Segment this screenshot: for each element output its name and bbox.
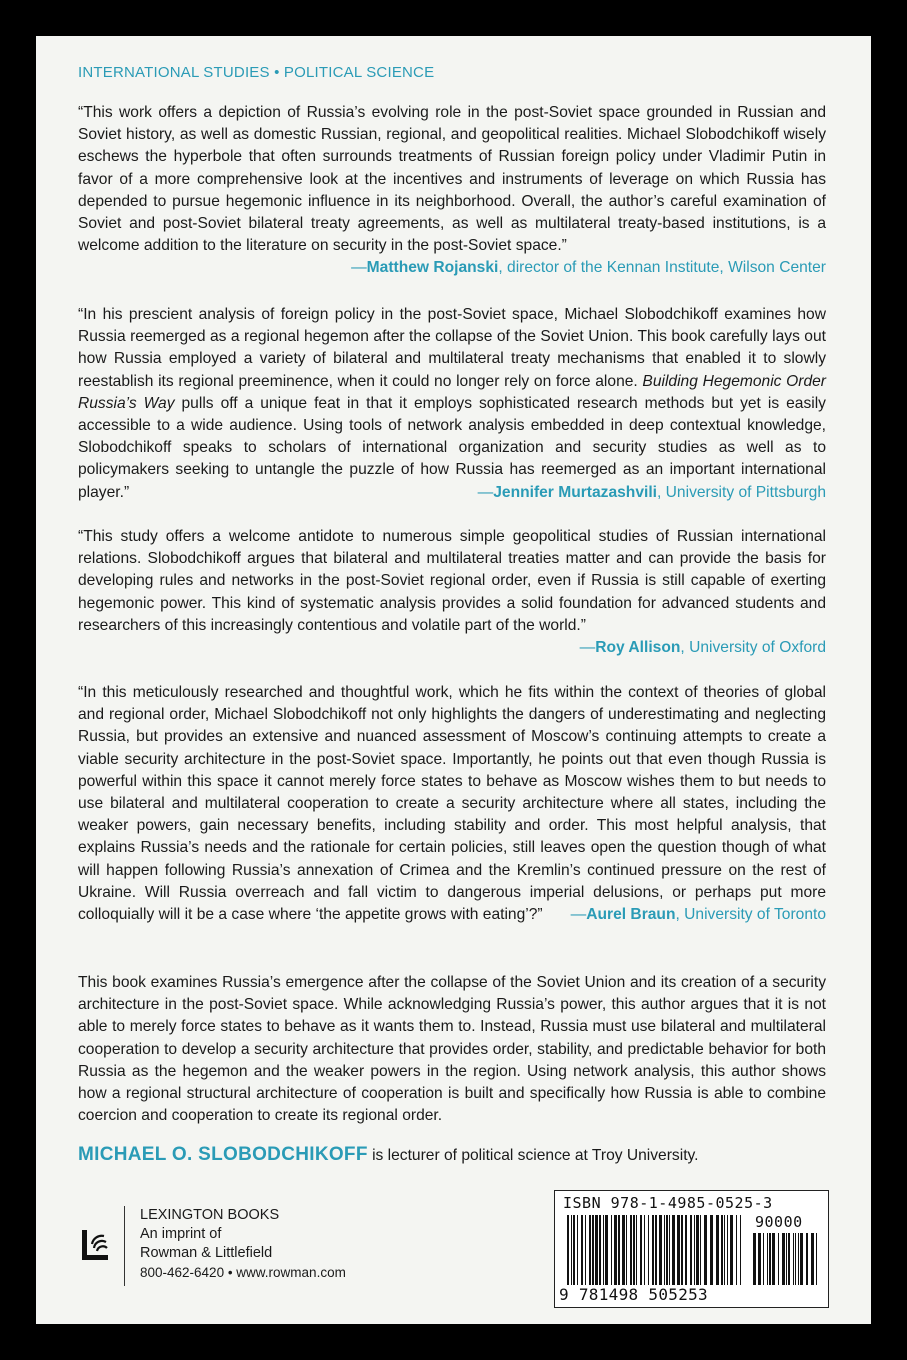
author-bio-text: is lecturer of political science at Troy University.: [367, 1147, 699, 1164]
publisher-name: LEXINGTON BOOKS: [140, 1207, 280, 1223]
reviewer-name: Matthew Rojanski: [366, 259, 499, 277]
barcode-addon-bars-icon: [753, 1233, 817, 1285]
book-title: Building Hegemonic Order Russia’s Way: [78, 372, 826, 412]
review-1-attribution: —Matthew Rojanski, director of the Kennan Institute, Wilson Center: [351, 259, 826, 277]
review-4-attribution: —Aurel Braun, University of Toronto: [570, 906, 826, 924]
barcode-digits: 9 781498 505253: [559, 1285, 708, 1304]
review-3: [78, 526, 826, 659]
reviewer-name: Aurel Braun: [586, 906, 676, 924]
lexington-logo-icon: [78, 1226, 114, 1266]
review-3-text: “This study offers a welcome antidote to numerous simple geopolitical studies of Russian international relations. Slobodchikoff argues that bilateral and multilateral treaties matter and can provide the basis for developing rules and networks in the post-Soviet regional order, even if Russia is still capable of exerting hegemonic power. This kind of systematic analysis provides a solid foundation for advanced students and researchers of this increasingly contentious and volatile part of the world.”: [78, 528, 826, 634]
category-label: INTERNATIONAL STUDIES • POLITICAL SCIENCE: [78, 64, 435, 81]
reviewer-name: Roy Allison: [595, 639, 681, 657]
barcode-bars-icon: [567, 1215, 743, 1285]
review-1-text: “This work offers a depiction of Russia’s evolving role in the post-Soviet space grounded in Russian and Soviet history, as well as domestic Russian, regional, and geopolitical realities. Michael Slobodchikoff wisely eschews the hyperbole that often surrounds treatments of Russian foreign policy under Vladimir Putin in favor of a more comprehensive look at the incentives and instruments of leverage on which Russia has depended to pursue hegemonic influence in its neighborhood. Overall, the author’s careful examination of Soviet and post-Soviet bilateral treaty agreements, as well as multilateral treaty-based institutions, is a welcome addition to the literature on security in the post-Soviet space.”: [78, 104, 826, 255]
publisher-parent: Rowman & Littlefield: [140, 1245, 273, 1261]
author-bio: [78, 1144, 699, 1166]
price-code: 90000: [755, 1213, 803, 1231]
review-4-text: “In this meticulously researched and thoughtful work, which he fits within the context of theories of global and regional order, Michael Slobodchikoff not only highlights the dangers of underestimating and neglecting Russia, but provides an extensive and nuanced assessment of Moscow’s continuing attempts to create a viable security architecture in the post-Soviet space. Importantly, he points out that even though Russia is powerful within this space it cannot merely force states to behave as Moscow wishes them to but needs to use bilateral and multilateral cooperation to create a security architecture where all states, including the weaker powers, gain necessary benefits, including stability and order. This most helpful analysis, that explains Russia’s needs and the rationale for certain policies, still leaves open the question though of what will happen following Russia’s annexation of Crimea and the Kremlin’s continued pressure on the rest of Ukraine. Will Russia overreach and fall victim to dangerous imperial delusions, or perhaps put more colloquially will it be a case where ‘the appetite grows with eating’?”: [78, 684, 826, 924]
review-2: “In his prescient analysis of foreign policy in the post-Soviet space, Michael Slobodchikoff examines how Russia reemerged as a regional hegemon after the collapse of the Soviet Union. This book carefully lays out how Russia employed a variety of bilateral and multilateral treaty mechanisms that enabled it to slowly reestablish its regional preeminence, when it could no longer rely on force alone. Building Hegemonic Order Russia’s Way pulls off a unique feat in that it employs sophisticated research methods but yet is easily accessible to a wide audience. Using tools of network analysis embedded in deep contextual knowledge, Slobodchikoff speaks to scholars of international organization and security studies as well as to policymakers seeking to untangle the puzzle of how Russia has reemerged as an important international player.” —Jennifer Murtazashvili, University of Pittsburgh: [78, 304, 826, 504]
review-3-attribution: —Roy Allison, University of Oxford: [579, 639, 826, 657]
publisher-imprint: An imprint of: [140, 1226, 222, 1242]
publisher-info: [140, 1206, 346, 1282]
barcode: [554, 1190, 829, 1308]
review-4: [78, 682, 826, 926]
back-cover: [36, 36, 871, 1324]
review-1: [78, 102, 826, 280]
book-description: This book examines Russia’s emergence after the collapse of the Soviet Union and its creation of a security architecture in the post-Soviet space. While acknowledging Russia’s power, this author argues that it is not able to merely force states to behave as it wants them to. Instead, Russia must use bilateral and multilateral cooperation to develop a security architecture that provides order, stability, and predictable behavior for both Russia as the hegemon and the weaker powers in the region. Using network analysis, this author shows how a regional structural architecture of cooperation is built and specifically how Russia is able to combine coercion and cooperation to create its regional order.: [78, 974, 826, 1125]
publisher-contact: 800-462-6420 • www.rowman.com: [140, 1265, 346, 1280]
reviewer-name: Jennifer Murtazashvili: [493, 483, 657, 501]
publisher-divider: [124, 1206, 125, 1286]
isbn-label: ISBN 978-1-4985-0525-3: [563, 1194, 773, 1212]
author-name: MICHAEL O. SLOBODCHIKOFF: [78, 1144, 368, 1165]
review-2-attribution: —Jennifer Murtazashvili, University of Pittsburgh: [477, 483, 826, 501]
